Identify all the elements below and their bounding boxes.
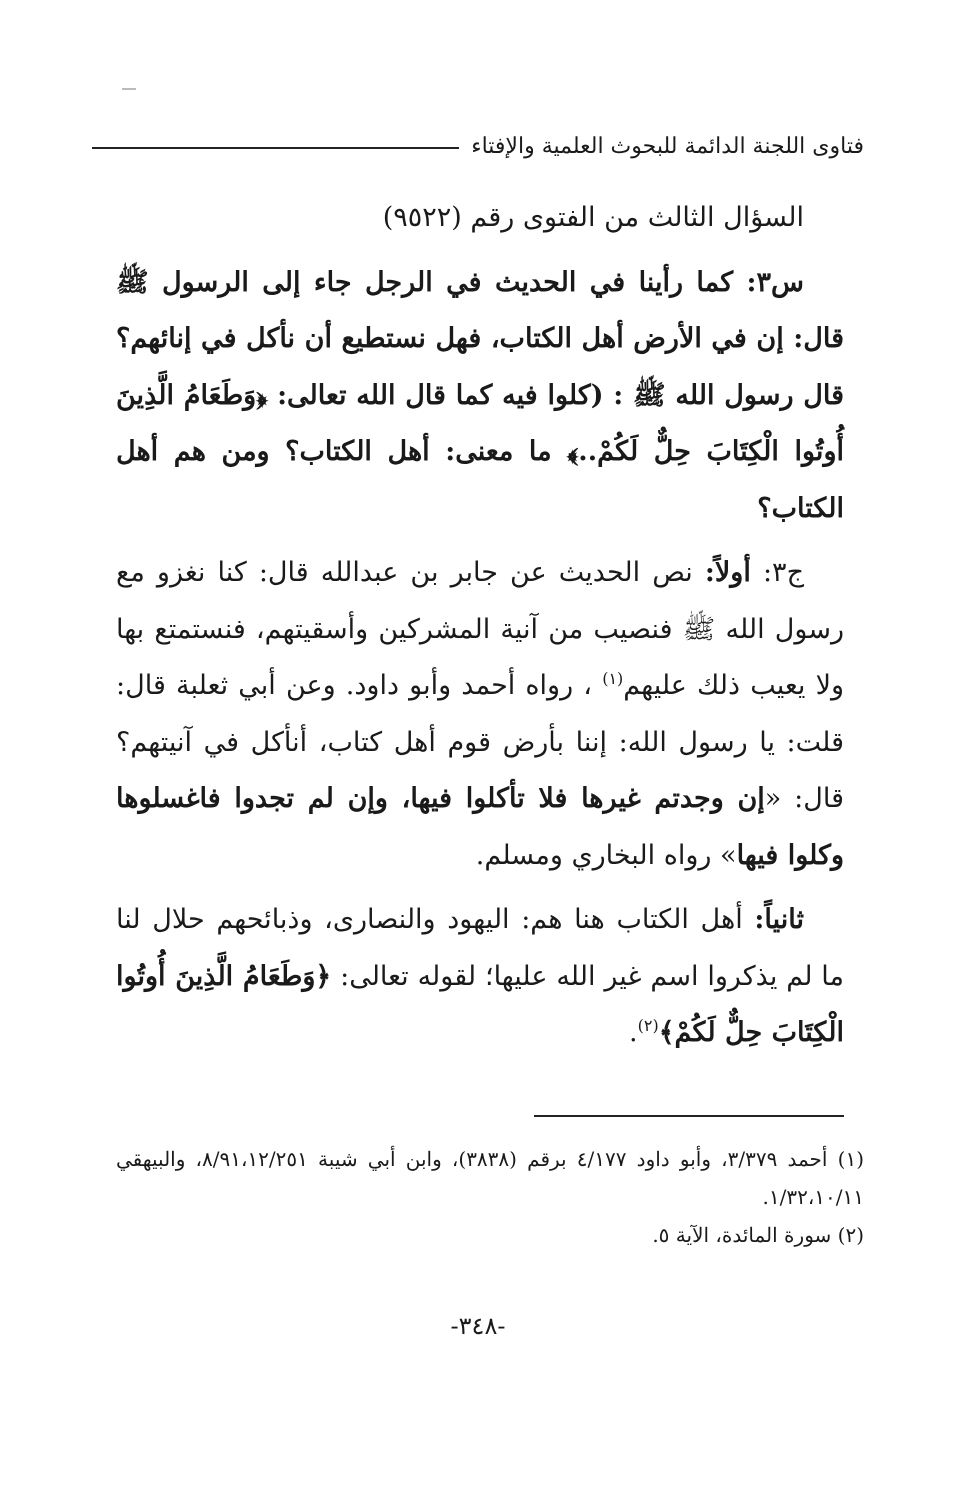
page-number: -٣٤٨- xyxy=(450,1312,506,1340)
question-paragraph xyxy=(116,255,844,538)
footnote-1: (١) أحمد ٣/٣٧٩، وأبو داود ٤/١٧٧ برقم (٣٨٣٨)، وابن أبي شيبة ٨/٩١،١٢/٢٥١، والبيهقي ١/٣٢،١٠/١١. xyxy=(116,1147,865,1209)
second-point-end: . xyxy=(629,1017,638,1048)
footnotes xyxy=(116,1140,864,1254)
answer-first-paragraph xyxy=(116,545,844,884)
second-point-text: أهل الكتاب هنا هم: اليهود والنصارى، وذبائحهم حلال لنا ما لم يذكروا اسم غير الله عليها؛ لقوله تعالى: xyxy=(116,904,844,992)
scan-speck xyxy=(122,88,136,90)
question-label: س٣: xyxy=(746,266,804,298)
footnote-2: (٢) سورة المائدة، الآية ٥. xyxy=(652,1223,864,1247)
question-text: كما رأينا في الحديث في الرجل جاء إلى الرسول ﷺ قال: إن في الأرض أهل الكتاب، فهل نستطيع أن نأكل في إنائهم؟ قال رسول الله ﷺ : (كلوا فيه كما قال الله تعالى: ﴿وَطَعَامُ الَّذِينَ أُوتُوا الْكِتَابَ حِلٌّ لَكُمْ..﴾ ما معنى: أهل الكتاب؟ ومن هم أهل الكتاب؟ xyxy=(116,266,844,524)
answer-second-paragraph xyxy=(116,892,844,1062)
first-point-text-c: » رواه البخاري ومسلم. xyxy=(475,839,737,871)
hadith-quote: إن وجدتم غيرها فلا تأكلوا فيها، وإن لم تجدوا فاغسلوها وكلوا فيها xyxy=(116,783,844,871)
first-point-label: أولاً: xyxy=(704,557,751,588)
header-rule xyxy=(92,147,459,149)
running-header xyxy=(92,128,864,164)
footnote-ref-2: (٢) xyxy=(637,1016,659,1035)
quran-verse: ﴿وَطَعَامُ الَّذِينَ أُوتُوا الْكِتَابَ حِلٌّ لَكُمْ﴾ xyxy=(116,960,844,1048)
footnote-separator xyxy=(534,1115,844,1117)
header-title: فتاوى اللجنة الدائمة للبحوث العلمية والإفتاء xyxy=(471,133,864,159)
answer-label: ج٣: xyxy=(762,557,804,588)
body-text xyxy=(116,190,844,1070)
footnote-ref-1: (١) xyxy=(602,669,624,688)
second-point-label: ثانياً: xyxy=(754,904,805,935)
first-point-text-a: نص الحديث عن جابر بن عبدالله قال: كنا نغزو مع رسول الله ﷺ فنصيب من آنية المشركين وأسقيتهم، فنستمتع بها ولا يعيب ذلك عليهم xyxy=(116,557,845,701)
first-point-text-b: ، رواه أحمد وأبو داود. وعن أبي ثعلبة قال: قلت: يا رسول الله: إننا بأرض قوم أهل كتاب، أنأكل في آنيتهم؟ قال: « xyxy=(116,670,845,814)
section-heading: السؤال الثالث من الفتوى رقم (٩٥٢٢) xyxy=(382,202,804,233)
